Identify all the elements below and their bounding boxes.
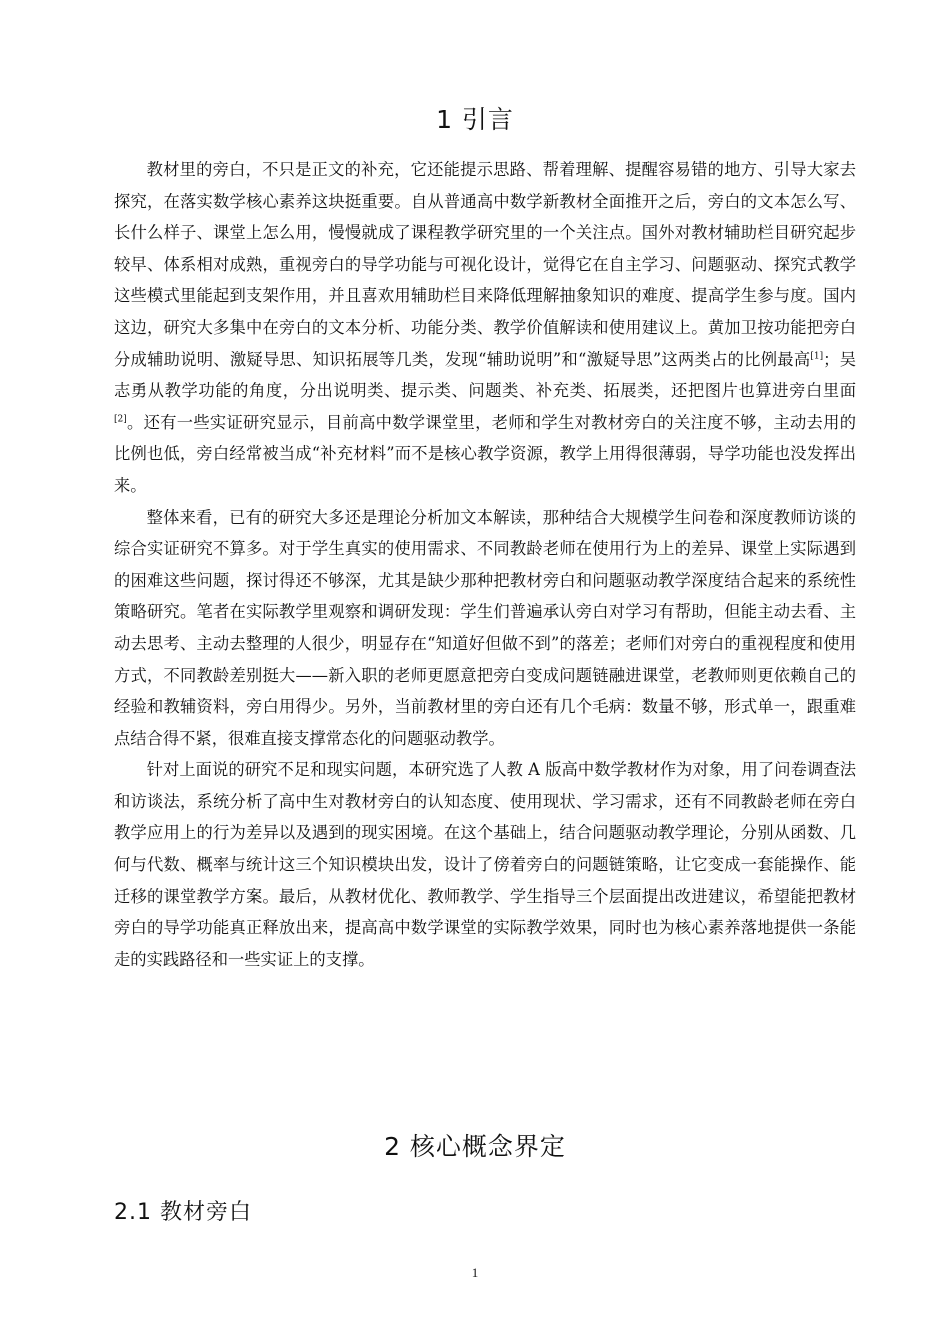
paragraph-1	[114, 154, 856, 502]
subsection-heading-textbook-sidenotes: 2.1 教材旁白	[114, 1200, 252, 1225]
paragraph-1-part-1: 教材里的旁白，不只是正文的补充，它还能提示思路、帮着理解、提醒容易错的地方、引导大家去探究，在落实数学核心素养这块挺重要。自从普通高中数学新教材全面推开之后，旁白的文本怎么写、长什么样子、课堂上怎么用，慢慢就成了课程教学研究里的一个关注点。国外对教材辅助栏目研究起步较早、体系相对成熟，重视旁白的导学功能与可视化设计，觉得它在自主学习、问题驱动、探究式教学这些模式里能起到支架作用，并且喜欢用辅助栏目来降低理解抽象知识的难度、提高学生参与度。国内这边，研究大多集中在旁白的文本分析、功能分类、教学价值解读和使用建议上。黄加卫按功能把旁白分成辅助说明、激疑导思、知识拓展等几类，发现“辅助说明”和“激疑导思”这两类占的比例最高	[114, 160, 856, 369]
citation-2[interactable]: [2]	[114, 414, 127, 425]
section-heading-introduction: 1 引言	[436, 105, 514, 134]
page-number: 1	[471, 1265, 479, 1280]
paragraph-3: 针对上面说的研究不足和现实问题，本研究选了人教 A 版高中数学教材作为对象，用了问卷调查法和访谈法，系统分析了高中生对教材旁白的认知态度、使用现状、学习需求，还有不同教龄老师在旁白教学应用上的行为差异以及遇到的现实困境。在这个基础上，结合问题驱动教学理论，分别从函数、几何与代数、概率与统计这三个知识模块出发，设计了傍着旁白的问题链策略，让它变成一套能操作、能迁移的课堂教学方案。最后，从教材优化、教师教学、学生指导三个层面提出改进建议，希望能把教材旁白的导学功能真正释放出来，提高高中数学课堂的实际教学效果，同时也为核心素养落地提供一条能走的实践路径和一些实证上的支撑。	[114, 760, 856, 969]
paragraph-1-part-3: 。还有一些实证研究显示，目前高中数学课堂里，老师和学生对教材旁白的关注度不够，主动去用的比例也低，旁白经常被当成“补充材料”而不是核心教学资源，教学上用得很薄弱，导学功能也没发挥出来。	[114, 412, 856, 495]
section-heading-core-concepts: 2 核心概念界定	[384, 1132, 566, 1161]
introduction-body	[114, 154, 856, 975]
citation-1[interactable]: [1]	[810, 351, 824, 362]
paragraph-2: 整体来看，已有的研究大多还是理论分析加文本解读，那种结合大规模学生问卷和深度教师访谈的综合实证研究不算多。对于学生真实的使用需求、不同教龄老师在使用行为上的差异、课堂上实际遇到的困难这些问题，探讨得还不够深，尤其是缺少那种把教材旁白和问题驱动教学深度结合起来的系统性策略研究。笔者在实际教学里观察和调研发现：学生们普遍承认旁白对学习有帮助，但能主动去看、主动去思考、主动去整理的人很少，明显存在“知道好但做不到”的落差；老师们对旁白的重视程度和使用方式，不同教龄差别挺大——新入职的老师更愿意把旁白变成问题链融进课堂，老教师则更依赖自己的经验和教辅资料，旁白用得少。另外，当前教材里的旁白还有几个毛病：数量不够，形式单一，跟重难点结合得不紧，很难直接支撑常态化的问题驱动教学。	[114, 507, 856, 748]
paragraph-1-part-2: ；吴志勇从教学功能的角度，分出说明类、提示类、问题类、补充类、拓展类，还把图片也算进旁白里面	[114, 349, 856, 401]
